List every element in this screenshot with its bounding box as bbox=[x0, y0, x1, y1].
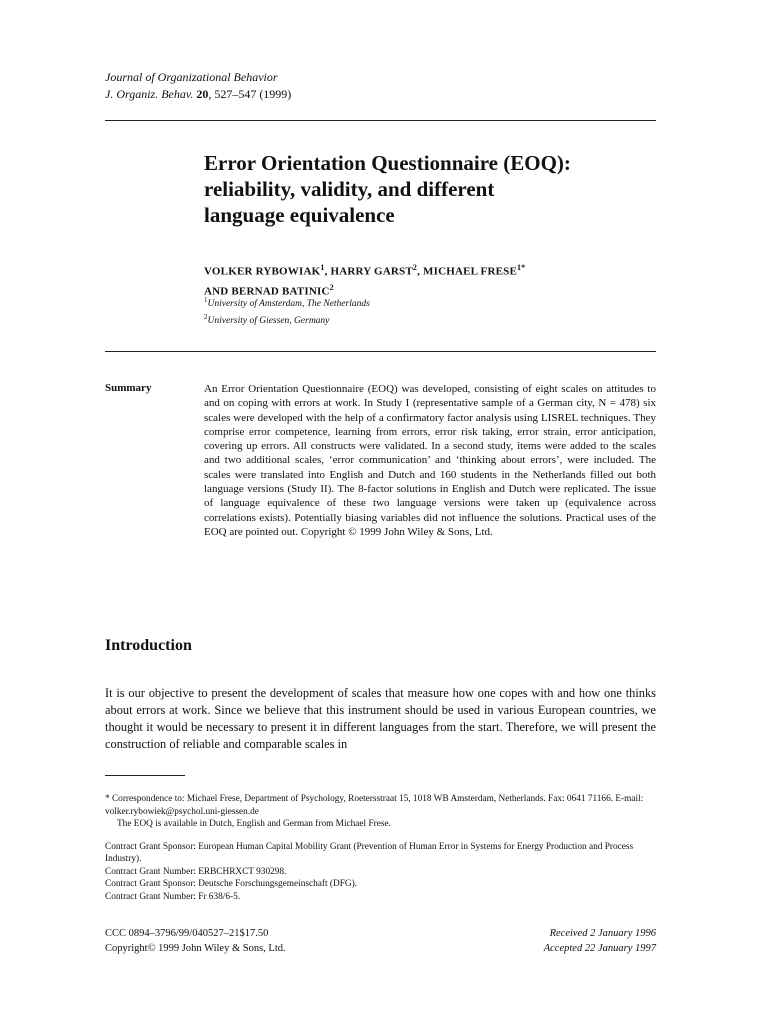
footnote-grant: Contract Grant Number: Fr 638/6-5. bbox=[105, 891, 241, 902]
title-line-2: reliability, validity, and different bbox=[204, 177, 495, 201]
author-name: MICHAEL FRESE bbox=[423, 265, 517, 278]
citation-volume: 20 bbox=[196, 87, 209, 101]
summary-label: Summary bbox=[105, 382, 152, 394]
affiliation-mark: 1 bbox=[204, 296, 208, 304]
author-and: AND bbox=[204, 285, 232, 298]
author-affil-mark: 2 bbox=[329, 282, 334, 292]
header-divider bbox=[105, 120, 656, 121]
affiliation-text: University of Giessen, Germany bbox=[207, 316, 330, 327]
author-name: VOLKER RYBOWIAK bbox=[204, 265, 321, 278]
footnote-grant: Contract Grant Sponsor: Deutsche Forschungsgemeinschaft (DFG). bbox=[105, 879, 358, 889]
affiliation-text: University of Amsterdam, The Netherlands bbox=[207, 299, 370, 310]
author-affil-mark: 1* bbox=[516, 263, 526, 272]
author-separator: , bbox=[417, 265, 423, 278]
title-line-3: language equivalence bbox=[204, 203, 395, 227]
citation-prefix: J. Organiz. Behav. bbox=[105, 87, 194, 101]
summary-text: An Error Orientation Questionnaire (EOQ) was developed, consisting of eight scales on attitudes to and on coping with errors at work. In Study I (representative sample of a German city, N = 478) six scales were developed with the help of a confirmatory factor analysis using LISREL techniques. They comprise error competence, learning from errors, error risk taking, error strain, error anticipation, covering up errors. All constructs were validated. In a second study, items were added to the scales and two additional scales, ‘error communication’ and ‘thinking about errors’, were included. The scales were translated into English and Dutch and 160 students in the Netherlands filled out both language versions (Study II). The 8-factor solutions in English and Dutch were replicated. The issue of language equivalence of these two language versions were taken up (equivalence across correlations exists). Potentially biasing variables did not influence the solutions. Practical uses of the EOQ are pointed out. Copyright © 1999 John Wiley & Sons, Ltd. bbox=[204, 383, 656, 538]
affiliation-mark: 2 bbox=[204, 313, 208, 322]
footer-publication-info bbox=[105, 926, 286, 956]
footnotes bbox=[105, 793, 656, 903]
author-name: HARRY GARST bbox=[330, 265, 413, 278]
title-line-1: Error Orientation Questionnaire (EOQ): bbox=[204, 151, 571, 175]
footer-accepted: Accepted 22 January 1997 bbox=[543, 943, 656, 954]
footnote-availability: The EOQ is available in Dutch, English and German from Michael Frese. bbox=[117, 819, 391, 829]
journal-citation bbox=[105, 86, 291, 103]
affiliations bbox=[204, 294, 370, 328]
citation-pages: , 527–547 (1999) bbox=[208, 87, 292, 101]
author-affil-mark: 1 bbox=[320, 263, 325, 272]
affiliation-1 bbox=[204, 294, 370, 311]
footer-dates bbox=[470, 926, 656, 956]
footer-copyright: Copyright© 1999 John Wiley & Sons, Ltd. bbox=[105, 943, 286, 954]
footnote-correspondence: * Correspondence to: Michael Frese, Department of Psychology, Roetersstraat 15, 1018 WB Amsterdam, Netherlands. Fax: 0641 71166. E-mail: volker.rybowiek@psychol.uni-giessen.de bbox=[105, 794, 644, 817]
footnote-divider bbox=[105, 775, 185, 776]
footnote-grant: Contract Grant Number: ERBCHRXCT 930298. bbox=[105, 866, 287, 877]
author-affil-mark: 2 bbox=[412, 263, 418, 272]
section-heading-introduction: Introduction bbox=[105, 637, 192, 654]
author-separator: , bbox=[324, 265, 331, 278]
title-block-divider bbox=[105, 351, 656, 352]
footer-received: Received 2 January 1996 bbox=[549, 928, 656, 939]
author-name: BERNAD BATINIC bbox=[231, 285, 330, 298]
affiliation-2 bbox=[204, 311, 370, 328]
footer-ccc: CCC 0894–3796/99/040527–21$17.50 bbox=[105, 928, 269, 939]
author-line-1 bbox=[204, 260, 644, 280]
article-title bbox=[204, 150, 674, 228]
journal-header bbox=[105, 69, 291, 103]
journal-name: Journal of Organizational Behavior bbox=[105, 70, 278, 84]
introduction-paragraph: It is our objective to present the development of scales that measure how one copes with and how one thinks about errors at work. Since we believe that this instrument should be used in various European countries, we thought it would be necessary to present it in different languages from the start. Therefore, we will present the construction of reliable and comparable scales in bbox=[105, 686, 656, 751]
footnote-grant: Contract Grant Sponsor: European Human Capital Mobility Grant (Prevention of Human Error in Systems for Energy Production and Process Industry). bbox=[105, 841, 634, 864]
